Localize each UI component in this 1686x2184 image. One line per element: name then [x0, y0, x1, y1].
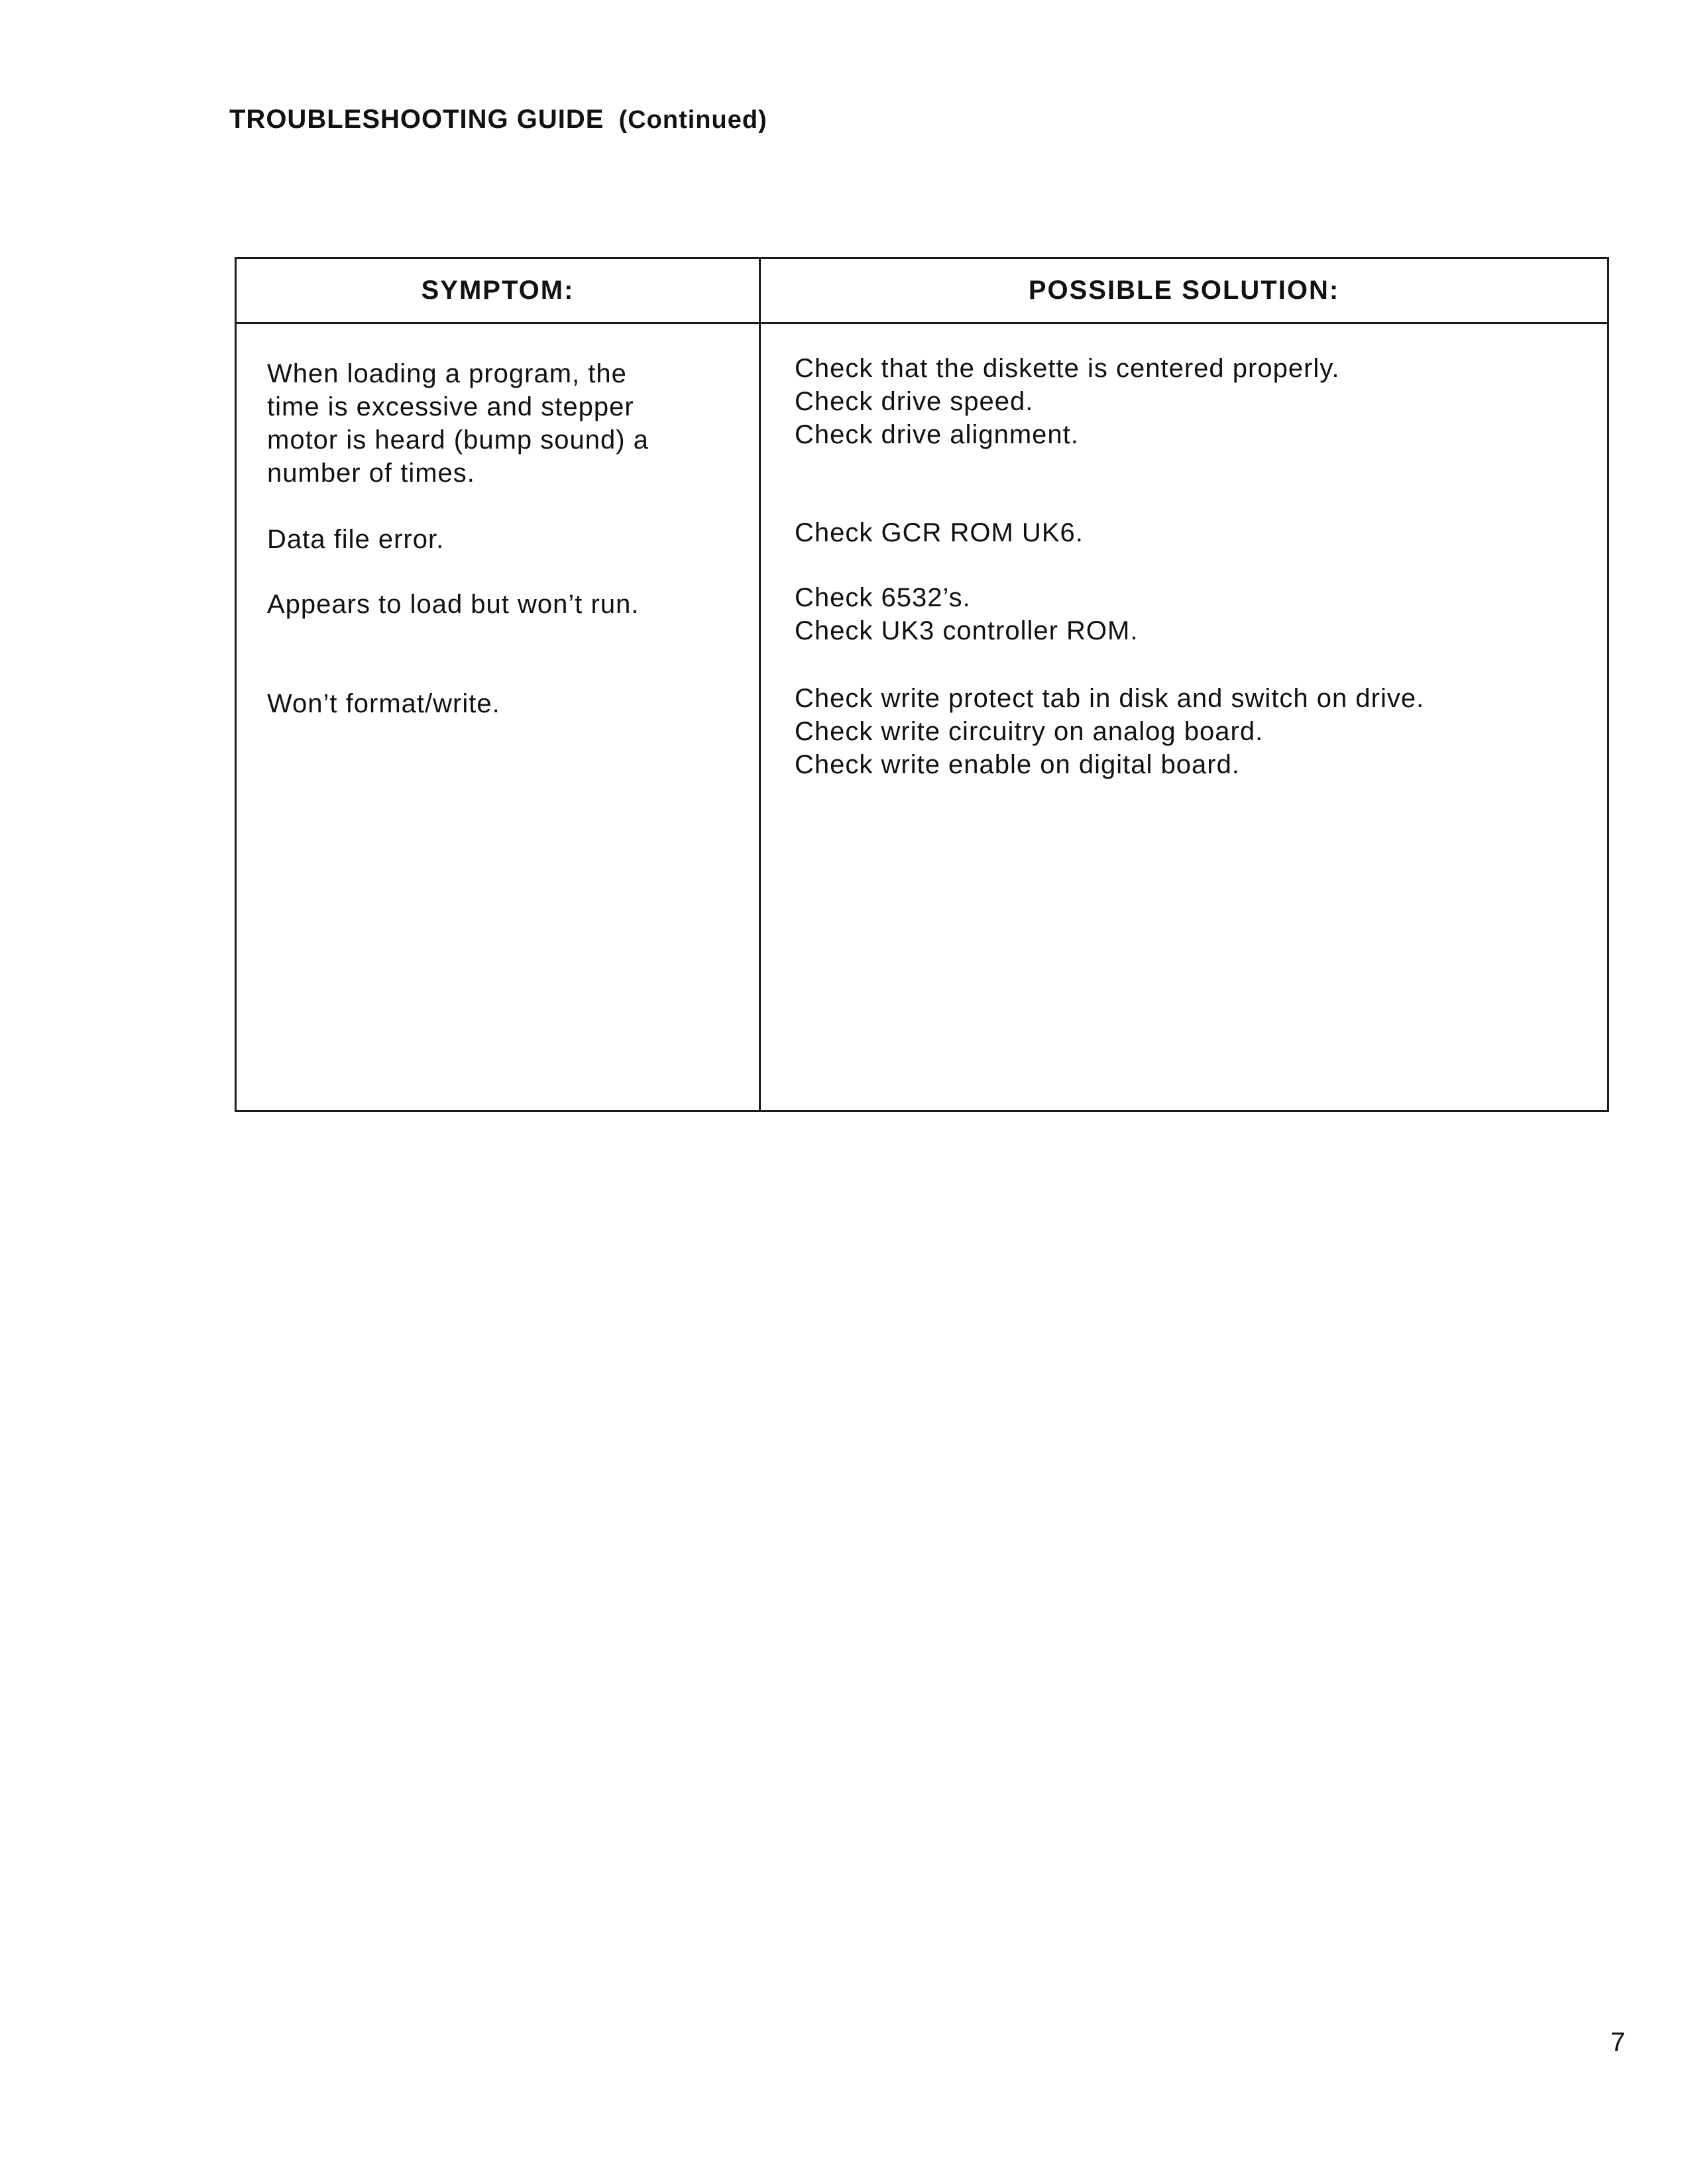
- table-header-row: [237, 259, 1607, 324]
- solution-line: Check drive speed.: [795, 387, 1034, 416]
- solution-line: Check GCR ROM UK6.: [795, 518, 1084, 547]
- page-title: [229, 105, 767, 135]
- symptom-line: When loading a program, the: [267, 359, 627, 388]
- page-title-text: TROUBLESHOOTING GUIDE: [229, 105, 604, 134]
- solution-cell: [795, 682, 1590, 781]
- symptom-line: Data file error.: [267, 525, 445, 554]
- solution-line: Check 6532’s.: [795, 583, 971, 612]
- symptom-line: Appears to load but won’t run.: [267, 590, 640, 619]
- solution-line: Check write circuitry on analog board.: [795, 717, 1264, 746]
- symptom-cell: [267, 588, 744, 621]
- solution-column-header: POSSIBLE SOLUTION:: [1028, 276, 1340, 305]
- symptom-cell: [267, 687, 744, 720]
- solution-cell: [795, 352, 1590, 451]
- solution-cell: [795, 581, 1590, 647]
- symptom-cell: [267, 357, 744, 490]
- solution-line: Check write enable on digital board.: [795, 750, 1240, 779]
- symptom-line: time is excessive and stepper: [267, 392, 634, 421]
- solution-line: Check that the diskette is centered properly.: [795, 354, 1340, 383]
- symptom-line: number of times.: [267, 459, 475, 488]
- solution-cell: [795, 516, 1590, 549]
- solution-line: Check UK3 controller ROM.: [795, 616, 1139, 645]
- symptom-cell: [267, 523, 744, 556]
- symptom-column-header: SYMPTOM:: [421, 276, 575, 305]
- page-number: 7: [1610, 2028, 1626, 2057]
- solution-line: Check drive alignment.: [795, 420, 1079, 449]
- troubleshooting-table: [235, 257, 1609, 1112]
- symptom-line: Won’t format/write.: [267, 689, 500, 718]
- column-divider: [759, 259, 761, 1110]
- symptom-line: motor is heard (bump sound) a: [267, 425, 649, 455]
- solution-line: Check write protect tab in disk and switch on drive.: [795, 684, 1425, 713]
- page-title-suffix: (Continued): [618, 106, 767, 134]
